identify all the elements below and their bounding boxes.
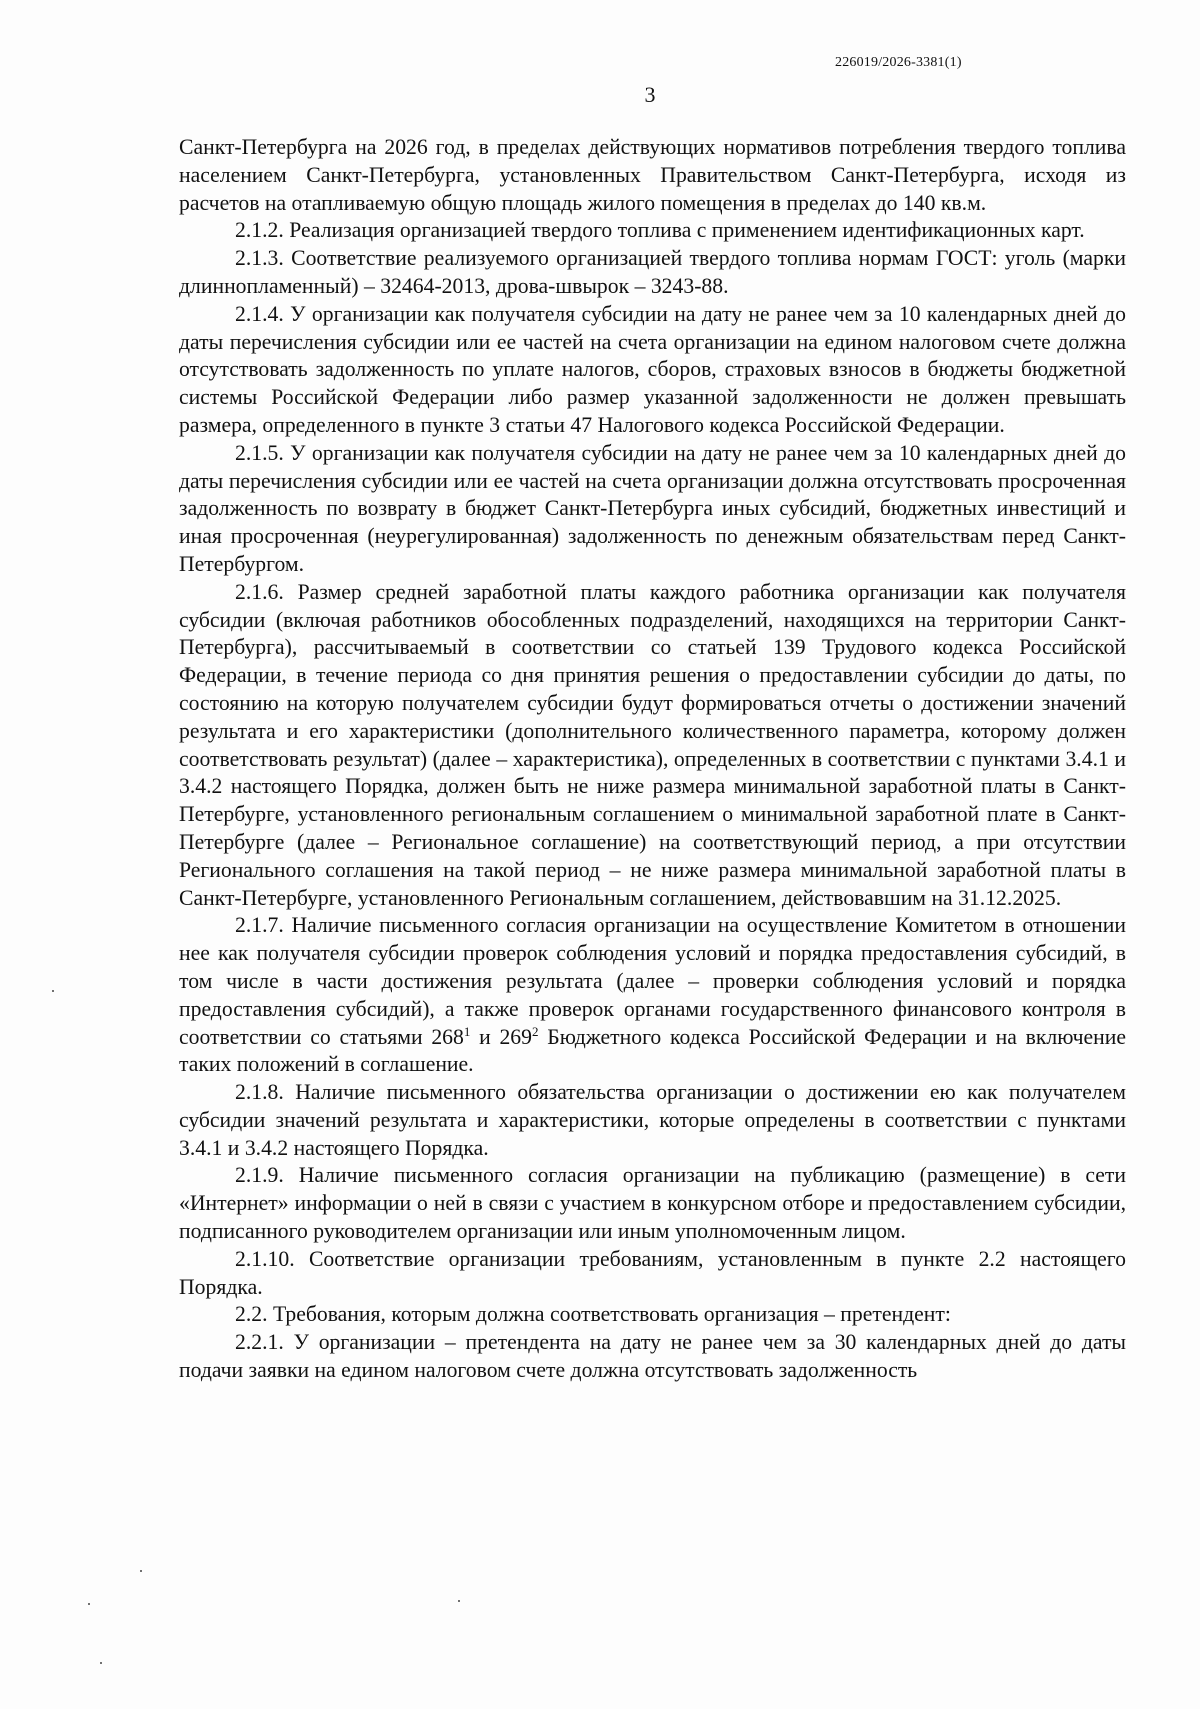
scan-speck [52,990,54,992]
paragraph-2-1-3: 2.1.3. Соответствие реализуемого организацией твердого топлива нормам ГОСТ: уголь (марки длиннопламенный) – 32464-2013, дрова-швырок – 3243-88. [179,246,1126,298]
paragraph-2-1-4: 2.1.4. У организации как получателя субсидии на дату не ранее чем за 10 календарных дней до даты перечисления субсидии или ее частей на счета организации на едином налоговом счете должна отсутствовать задолженность по уплате налогов, сборов, страховых взносов в бюджеты бюджетной системы Российской Федерации либо размер указанной задолженности не должен превышать размера, определенного в пункте 3 статьи 47 Налогового кодекса Российской Федерации. [179,301,1126,437]
paragraph-2-1-7 [179,912,1126,1079]
superscript-1: 1 [463,1023,471,1039]
page-number: 3 [644,82,656,107]
scan-speck [140,1570,142,1572]
scan-speck [88,1603,90,1605]
paragraph-2-1-6: 2.1.6. Размер средней заработной платы каждого работника организации как получателя субсидии (включая работников обособленных подразделений, находящихся на территории Санкт-Петербурга), рассчитываемый в соответствии со статьей 139 Трудового кодекса Российской Федерации, в течение периода со дня принятия решения о предоставлении субсидии до даты, по состоянию на которую получателем субсидии будут формироваться отчеты о достижении значений результата и его характеристики (дополнительного количественного параметра, которому должен соответствовать результат) (далее – характеристика), определенных в соответствии с пунктами 3.4.1 и 3.4.2 настоящего Порядка, должен быть не ниже размера минимальной заработной платы в Санкт-Петербурге, установленного региональным соглашением о минимальной заработной плате в Санкт-Петербурге (далее – Региональное соглашение) на соответствующий период, а при отсутствии Регионального соглашения на такой период – не ниже размера минимальной заработной платы в Санкт-Петербурге, установленного Региональным соглашением, действовавшим на 31.12.2025. [179,579,1126,910]
paragraph-2-1-5: 2.1.5. У организации как получателя субсидии на дату не ранее чем за 10 календарных дней до даты перечисления субсидии или ее частей на счета организации должна отсутствовать просроченная задолженность по возврату в бюджет Санкт-Петербурга иных субсидий, бюджетных инвестиций и иная просроченная (неурегулированная) задолженность по денежным обязательствам перед Санкт-Петербургом. [179,440,1126,576]
paragraph-2-1-9: 2.1.9. Наличие письменного согласия организации на публикацию (размещение) в сети «Интернет» информации о ней в связи с участием в конкурсном отборе и предоставлением субсидии, подписанного руководителем организации или иным уполномоченным лицом. [179,1163,1126,1244]
superscript-2: 2 [531,1023,539,1039]
scan-speck [100,1662,102,1664]
paragraph-2-1-7-text-a: 2.1.7. Наличие письменного согласия организации на осуществление Комитетом в отношении нее как получателя субсидии проверок соблюдения условий и порядка предоставления субсидий, в том числе в части достижения результата (далее – проверки соблюдения условий и порядка предоставления субсидий), а также проверок органами государственного финансового контроля в соответствии со статьями 268 [179,913,1126,1049]
paragraph-continuation: Санкт-Петербурга на 2026 год, в пределах действующих нормативов потребления твердого топлива населением Санкт-Петербурга, установленных Правительством Санкт-Петербурга, исходя из расчетов на отапливаемую общую площадь жилого помещения в пределах до 140 кв.м. [179,135,1126,215]
paragraph-2-2: 2.2. Требования, которым должна соответствовать организация – претендент: [235,1302,951,1327]
document-number: 226019/2026-3381(1) [835,55,962,70]
paragraph-2-1-8: 2.1.8. Наличие письменного обязательства организации о достижении ею как получателем субсидии значений результата и характеристики, которые определены в соответствии с пунктами 3.4.1 и 3.4.2 настоящего Порядка. [179,1080,1126,1160]
paragraph-2-1-7-text-b: Бюджетного кодекса Российской Федерации и на включение таких положений в соглашение. [179,1024,1126,1077]
paragraph-2-2-1: 2.2.1. У организации – претендента на дату не ранее чем за 30 календарных дней до даты подачи заявки на едином налоговом счете должна отсутствовать задолженность [179,1330,1126,1383]
paragraph-2-1-2: 2.1.2. Реализация организацией твердого топлива с применением идентификационных карт. [235,218,1085,243]
paragraph-2-1-10: 2.1.10. Соответствие организации требованиям, установленным в пункте 2.2 настоящего Порядка. [179,1246,1126,1299]
document-body [179,134,1126,1385]
scan-speck [458,1600,460,1602]
paragraph-2-1-7-text-mid: и 269 [470,1024,532,1049]
